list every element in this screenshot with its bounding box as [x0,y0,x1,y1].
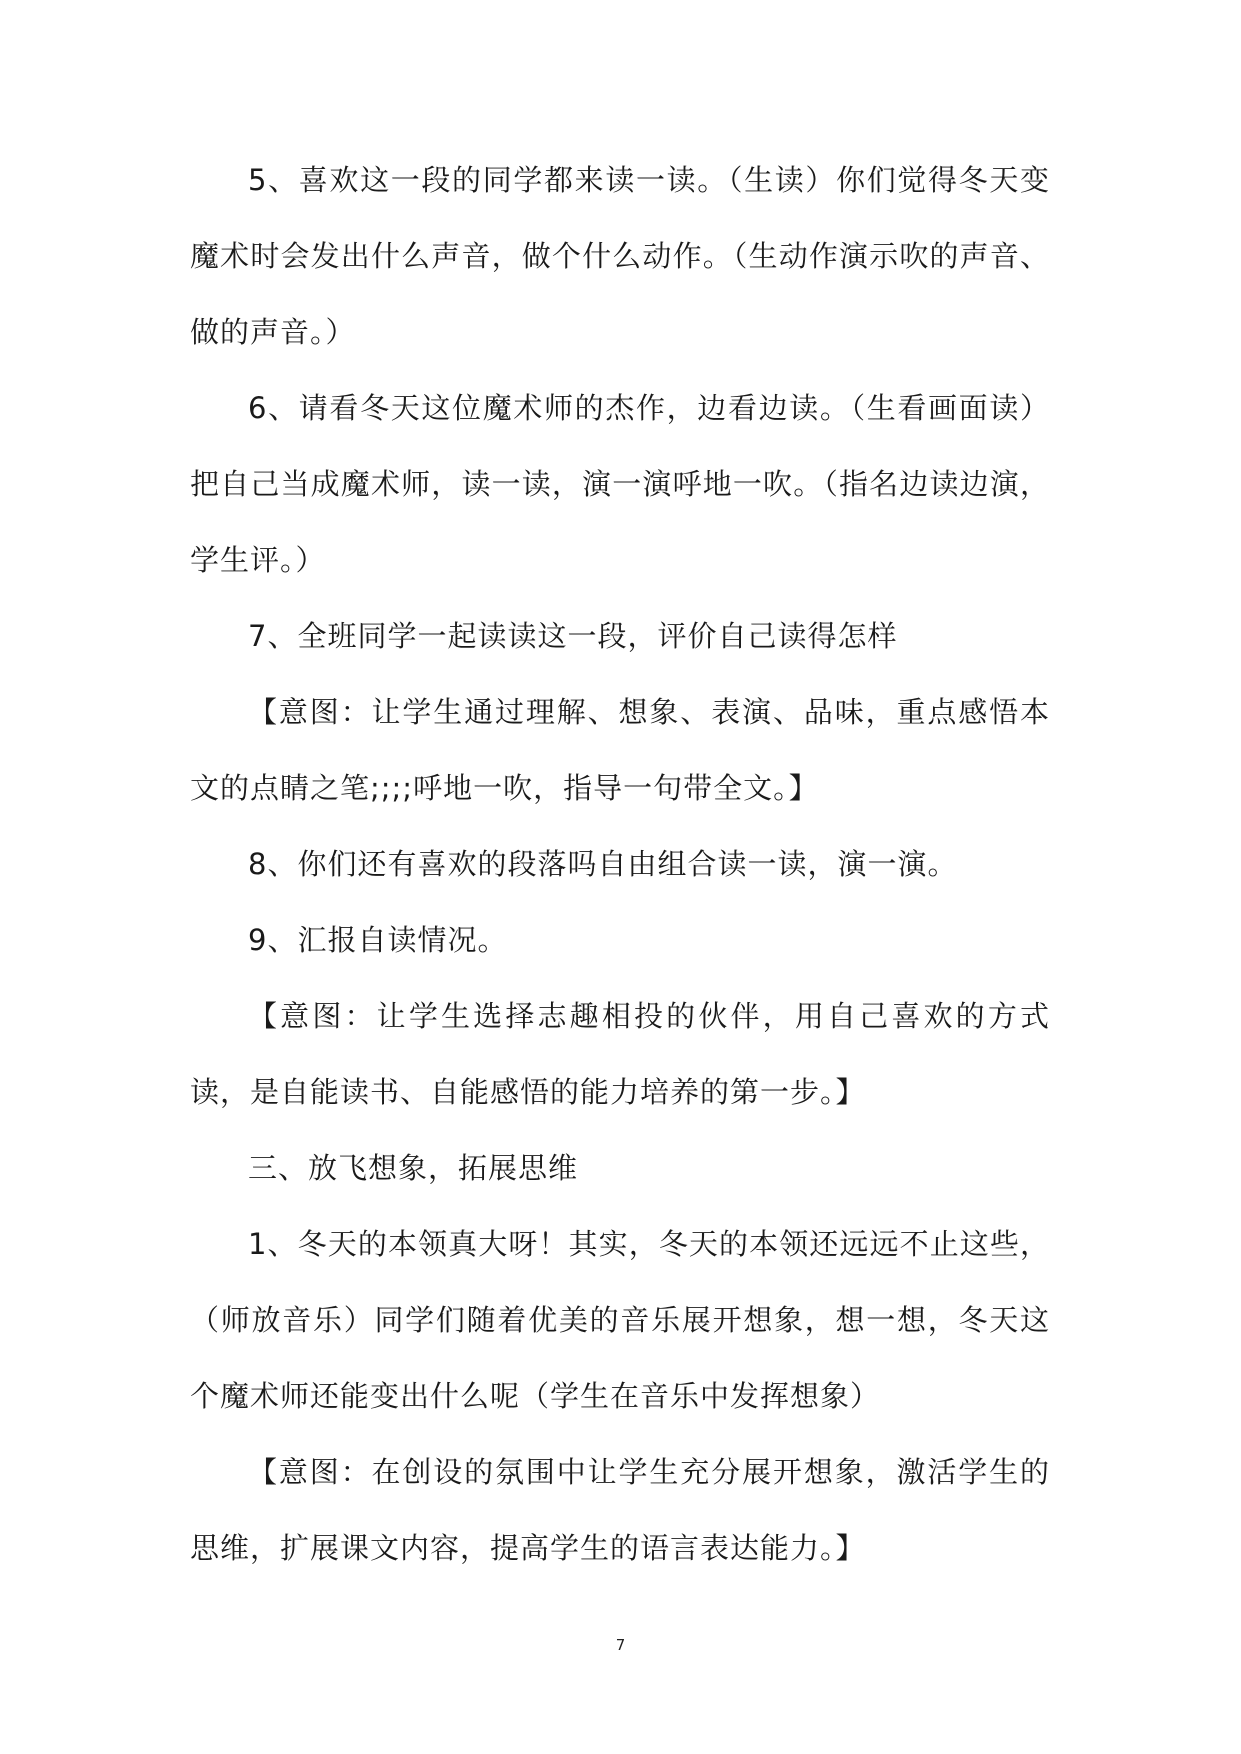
body-text [190,142,1050,1586]
paragraph-section3-step-1: 1、冬天的本领真大呀！其实，冬天的本领还远远不止这些，（师放音乐）同学们随着优美的音乐展开想象，想一想，冬天这个魔术师还能变出什么呢（学生在音乐中发挥想象） [190,1227,1050,1413]
paragraph-step-9: 9、汇报自读情况。 [248,923,508,957]
paragraph-intent-3: 【意图：在创设的氛围中让学生充分展开想象，激活学生的思维，扩展课文内容，提高学生的语言表达能力。】 [190,1455,1050,1565]
paragraph-step-6: 6、请看冬天这位魔术师的杰作，边看边读。（生看画面读）把自己当成魔术师，读一读，演一演呼地一吹。（指名边读边演，学生评。） [190,391,1050,577]
section-heading-three: 三、放飞想象，拓展思维 [248,1151,579,1185]
page-number: 7 [615,1636,626,1654]
paragraph-step-7: 7、全班同学一起读读这一段，评价自己读得怎样 [248,619,898,653]
paragraph-intent-2: 【意图：让学生选择志趣相投的伙伴，用自己喜欢的方式读，是自能读书、自能感悟的能力培养的第一步。】 [190,999,1050,1109]
paragraph-step-5: 5、喜欢这一段的同学都来读一读。（生读）你们觉得冬天变魔术时会发出什么声音，做个什么动作。（生动作演示吹的声音、做的声音。） [190,163,1050,349]
paragraph-intent-1: 【意图：让学生通过理解、想象、表演、品味，重点感悟本文的点睛之笔;;;;呼地一吹，指导一句带全文。】 [190,695,1050,805]
paragraph-step-8: 8、你们还有喜欢的段落吗自由组合读一读，演一演。 [248,847,958,881]
